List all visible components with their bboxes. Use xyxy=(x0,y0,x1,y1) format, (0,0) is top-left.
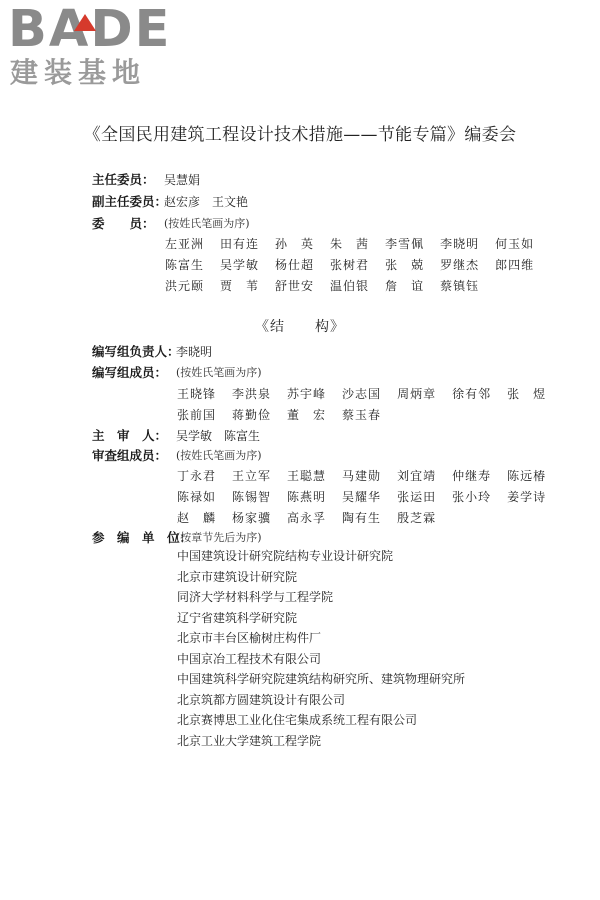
members-row xyxy=(0,214,600,234)
member-name: 陈富生 xyxy=(165,258,205,272)
member-name: 郎四维 xyxy=(495,258,535,272)
leader-row xyxy=(0,342,600,362)
page-title: 《全国民用建筑工程设计技术措施——节能专篇》编委会 xyxy=(83,125,517,145)
writer-name: 徐有邻 xyxy=(452,387,492,401)
director-row xyxy=(0,170,600,190)
members-line xyxy=(165,276,550,297)
writer-name: 蒋勤俭 xyxy=(232,408,272,422)
member-name: 詹 谊 xyxy=(385,279,425,293)
reviewer-name: 陈锡智 xyxy=(232,490,272,504)
unit-item: 辽宁省建筑科学研究院 xyxy=(177,610,298,625)
leader-label: 编写组负责人： xyxy=(92,344,180,359)
reviewer-name: 姜学诗 xyxy=(507,490,547,504)
unit-item: 北京工业大学建筑工程学院 xyxy=(177,733,322,748)
director-label: 主任委员： xyxy=(92,172,155,187)
logo-latin-text: BADE xyxy=(8,0,172,59)
reviewer-name: 殷芝霖 xyxy=(397,511,437,525)
reviewers-line xyxy=(177,466,562,487)
member-name: 洪元颐 xyxy=(165,279,205,293)
member-name: 温伯银 xyxy=(330,279,370,293)
reviewer-name: 陶有生 xyxy=(342,511,382,525)
vice-director-row xyxy=(0,192,600,212)
unit-item: 中国建筑设计研究院结构专业设计研究院 xyxy=(177,549,394,563)
chief-reviewer-names: 吴学敏 陈富生 xyxy=(176,429,261,443)
member-name: 罗继杰 xyxy=(440,258,480,272)
unit-item: 北京市丰台区榆树庄构件厂 xyxy=(177,631,322,645)
reviewer-name: 王聪慧 xyxy=(287,469,327,483)
leader-name: 李晓明 xyxy=(176,345,213,359)
members-line xyxy=(165,255,550,276)
units-list xyxy=(177,546,465,751)
member-name: 李晓明 xyxy=(440,237,480,251)
unit-item: 中国建筑科学研究院建筑结构研究所、建筑物理研究所 xyxy=(177,672,466,686)
units-note: (按章节先后为序) xyxy=(176,531,262,544)
reviewer-name: 赵 麟 xyxy=(177,511,217,525)
unit-item: 北京赛博思工业化住宅集成系统工程有限公司 xyxy=(177,713,418,727)
member-name: 贾 苇 xyxy=(220,279,260,293)
logo-cjk-text: 建装基地 xyxy=(10,56,147,89)
member-name: 张 兢 xyxy=(385,258,425,272)
reviewers-label: 审查组成员： xyxy=(92,448,168,463)
unit-item: 同济大学材料科学与工程学院 xyxy=(177,590,334,604)
reviewer-name: 吴耀华 xyxy=(342,490,382,504)
reviewers-row xyxy=(0,446,600,466)
writer-name: 董 宏 xyxy=(287,408,327,422)
units-row xyxy=(0,528,600,548)
member-name: 李雪佩 xyxy=(385,237,425,251)
writers-note: (按姓氏笔画为序) xyxy=(176,366,262,379)
member-name: 左亚洲 xyxy=(165,237,205,251)
writer-name: 沙志国 xyxy=(342,387,382,401)
member-name: 何玉如 xyxy=(495,237,535,251)
bade-logo xyxy=(8,0,178,96)
unit-item: 北京市建筑设计研究院 xyxy=(177,569,298,584)
reviewer-name: 陈禄如 xyxy=(177,490,217,504)
writer-name: 李洪泉 xyxy=(232,387,272,401)
member-name: 张树君 xyxy=(330,258,370,272)
director-name: 吴慧娟 xyxy=(164,173,201,187)
member-name: 蔡镇钰 xyxy=(440,279,480,293)
structure-section xyxy=(0,342,600,748)
reviewer-name: 仲继寿 xyxy=(452,469,492,483)
reviewer-name: 王立军 xyxy=(232,469,272,483)
writers-row xyxy=(0,363,600,383)
reviewer-name: 张小玲 xyxy=(452,490,492,504)
writer-name: 蔡玉春 xyxy=(342,408,382,422)
writers-label: 编写组成员： xyxy=(92,365,168,380)
member-name: 孙 英 xyxy=(275,237,315,251)
reviewers-list xyxy=(177,466,562,529)
member-name: 朱 茜 xyxy=(330,237,370,251)
vice-director-names: 赵宏彦 王文艳 xyxy=(164,195,249,209)
member-name: 吴学敏 xyxy=(220,258,260,272)
writer-name: 苏宇峰 xyxy=(287,387,327,401)
writers-line xyxy=(177,384,562,405)
reviewer-name: 张运田 xyxy=(397,490,437,504)
members-line xyxy=(165,234,550,255)
unit-item: 北京筑都方圆建筑设计有限公司 xyxy=(177,692,346,707)
reviewer-name: 马建勋 xyxy=(342,469,382,483)
writers-line xyxy=(177,405,562,426)
writer-name: 张 煜 xyxy=(507,387,547,401)
vice-director-label: 副主任委员： xyxy=(92,194,168,209)
reviewer-name: 陈远椿 xyxy=(507,469,547,483)
reviewers-note: (按姓氏笔画为序) xyxy=(176,449,262,462)
committee-section xyxy=(0,170,600,293)
reviewers-line xyxy=(177,508,562,529)
member-name: 舒世安 xyxy=(275,279,315,293)
unit-item: 中国京冶工程技术有限公司 xyxy=(177,651,322,666)
writer-name: 周炳章 xyxy=(397,387,437,401)
reviewer-name: 陈燕明 xyxy=(287,490,327,504)
section-subtitle: 《结 构》 xyxy=(255,319,345,335)
members-note: (按姓氏笔画为序) xyxy=(164,217,250,230)
member-name: 田有连 xyxy=(220,237,260,251)
reviewer-name: 杨家骥 xyxy=(232,511,272,525)
logo-accent-triangle xyxy=(74,14,96,31)
writers-list xyxy=(177,384,562,426)
writer-name: 张前国 xyxy=(177,408,217,422)
member-name: 杨仕超 xyxy=(275,258,315,272)
members-label: 委 员： xyxy=(92,216,155,231)
reviewer-name: 高永孚 xyxy=(287,511,327,525)
writer-name: 王晓锋 xyxy=(177,387,217,401)
chief-reviewer-label: 主 审 人： xyxy=(92,428,168,443)
chief-reviewer-row xyxy=(0,426,600,446)
members-list xyxy=(165,234,550,297)
units-label: 参 编 单 位： xyxy=(92,530,193,545)
reviewer-name: 丁永君 xyxy=(177,469,217,483)
reviewer-name: 刘宜靖 xyxy=(397,469,437,483)
reviewers-line xyxy=(177,487,562,508)
